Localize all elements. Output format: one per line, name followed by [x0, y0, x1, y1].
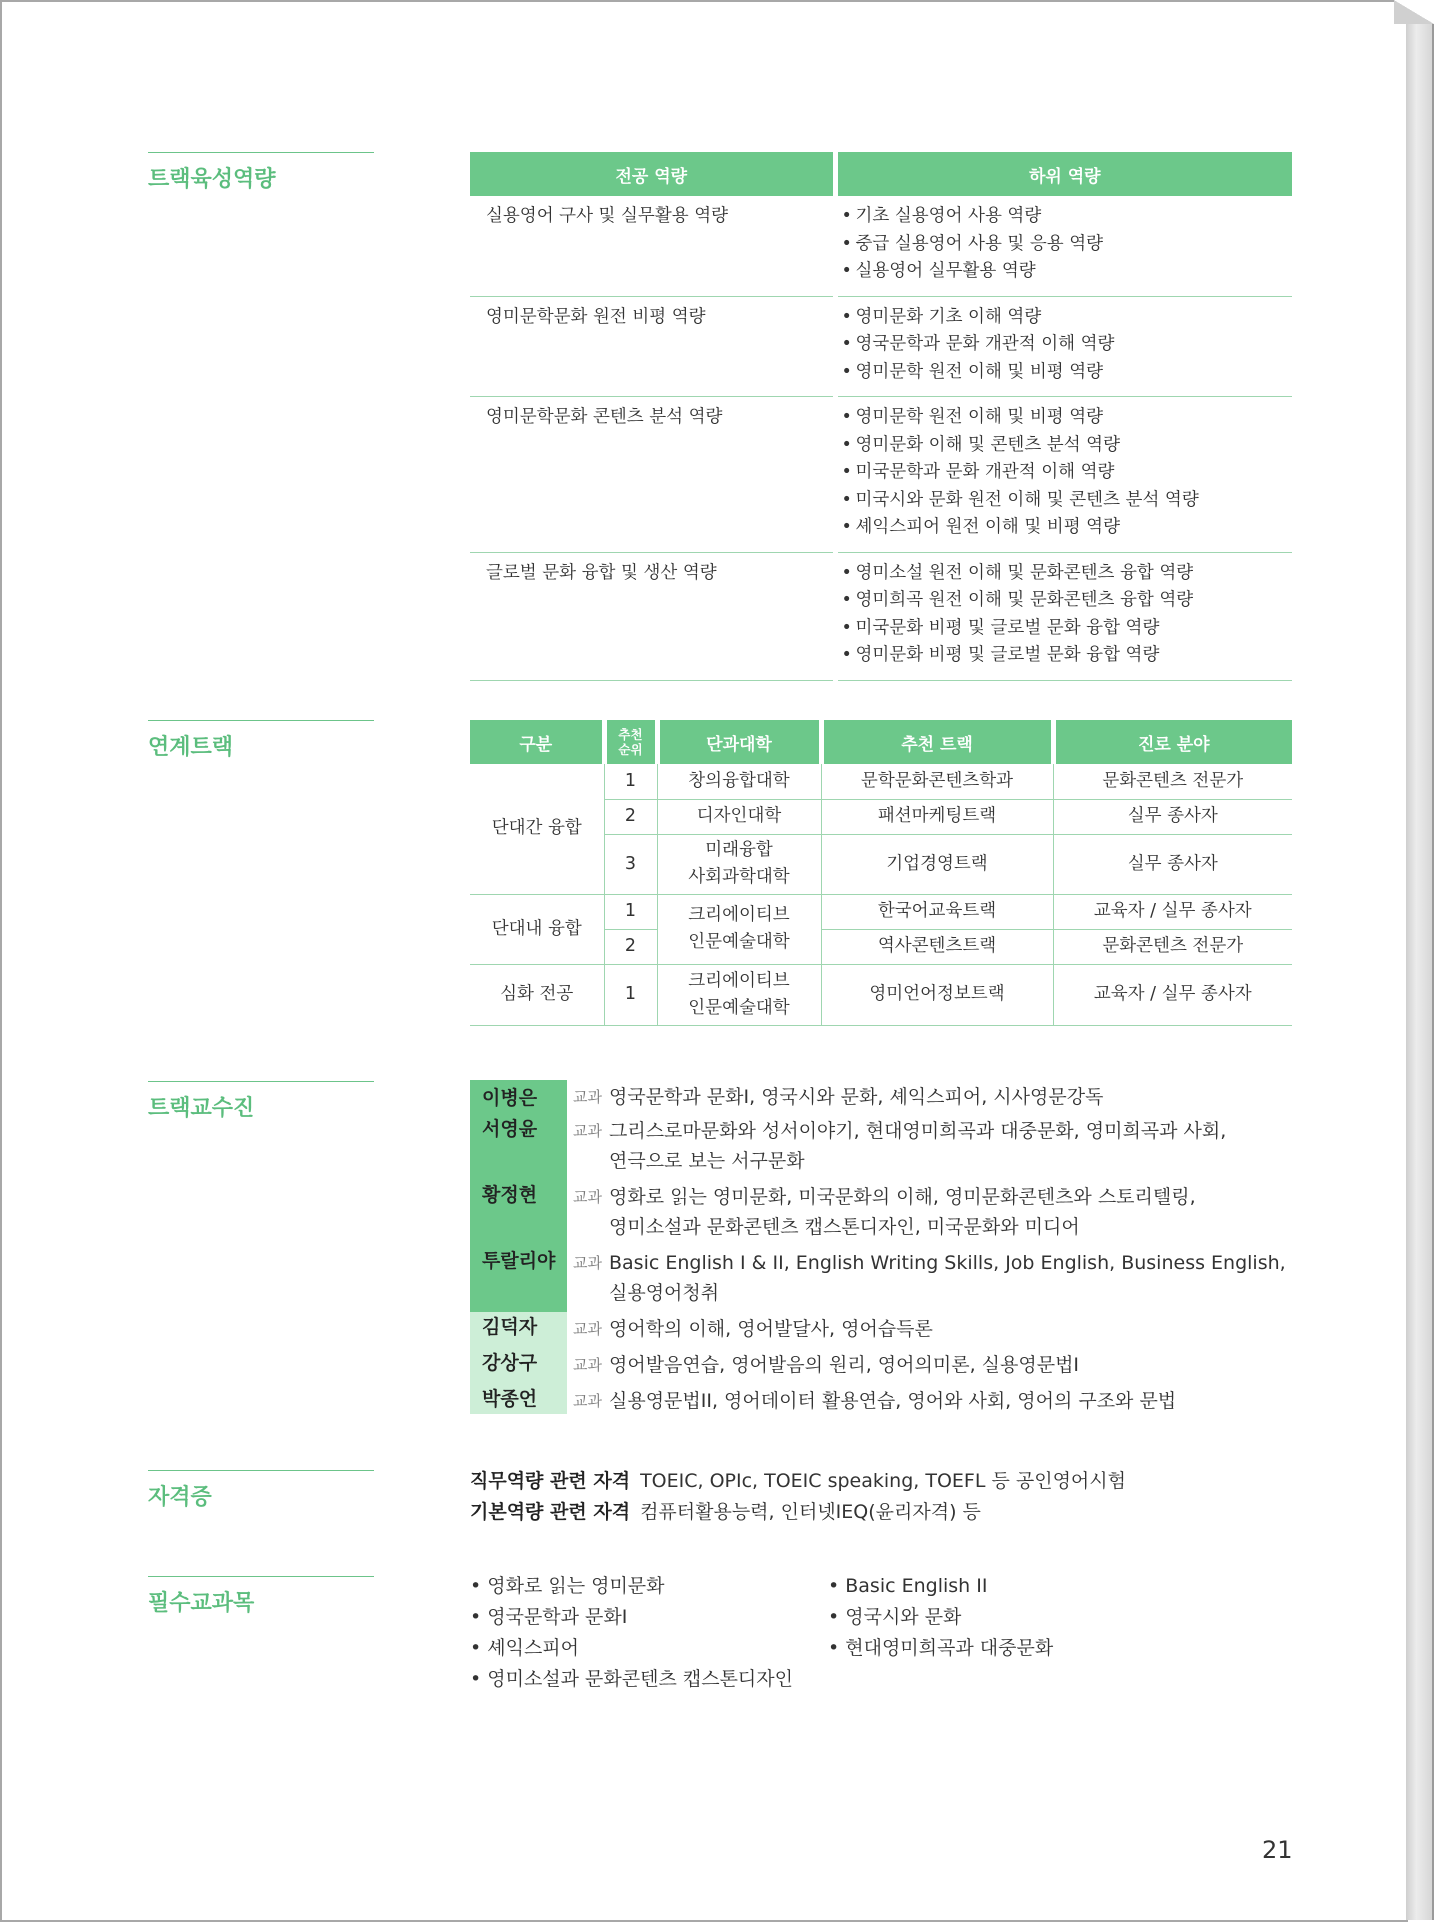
section-linked-track — [148, 720, 374, 761]
group-label: 단대내 융합 — [470, 894, 604, 964]
major-competency: 실용영어 구사 및 실무활용 역량 — [470, 196, 835, 296]
section-title-certificates: 자격증 — [148, 1485, 212, 1510]
list-item: • 영미문화 비평 및 글로벌 문화 융합 역량 — [838, 642, 1293, 670]
faculty-courses: 영어발음연습, 영어발음의 원리, 영어의미론, 실용영문법I — [609, 1354, 1080, 1376]
course-tag: 교과 — [573, 1188, 602, 1206]
certificate-label: 직무역량 관련 자격 — [470, 1470, 631, 1492]
header-sub-competency: 하위 역량 — [835, 152, 1292, 196]
header-track: 추천 트랙 — [821, 720, 1053, 764]
sub-competencies — [835, 397, 1292, 553]
list-item: • 중급 실용영어 사용 및 응용 역량 — [838, 231, 1293, 259]
college-cell: 창의융합대학 — [657, 764, 821, 799]
faculty-courses: Basic English I & II, English Writing Skills, Job English, Business English, 실용영어청취 — [609, 1252, 1286, 1304]
table-row — [470, 196, 1292, 296]
course-tag: 교과 — [573, 1356, 602, 1374]
certificate-value: 컴퓨터활용능력, 인터넷IEQ(윤리자격) 등 — [640, 1501, 981, 1523]
list-item: • 영국문학과 문화 개관적 이해 역량 — [838, 331, 1293, 359]
sub-competencies — [835, 552, 1292, 680]
faculty-row — [470, 1180, 1310, 1246]
list-item: • 미국시와 문화 원전 이해 및 콘텐츠 분석 역량 — [838, 487, 1293, 515]
course-tag: 교과 — [573, 1088, 602, 1106]
career-cell: 문화콘텐츠 전문가 — [1053, 929, 1292, 964]
list-item: • 영미문화 기초 이해 역량 — [838, 304, 1293, 332]
faculty-row — [470, 1080, 1310, 1114]
faculty-name: 투랄리야 — [470, 1246, 567, 1312]
faculty-name: 황정현 — [470, 1180, 567, 1246]
list-item: • Basic English II — [828, 1571, 1053, 1602]
faculty-courses: 그리스로마문화와 성서이야기, 현대영미희곡과 대중문화, 영미희곡과 사회, 연극으로 보는 서구문화 — [609, 1120, 1227, 1172]
header-major-competency: 전공 역량 — [470, 152, 835, 196]
faculty-name: 이병은 — [470, 1080, 567, 1114]
list-item: • 영미문학 원전 이해 및 비평 역량 — [838, 359, 1293, 387]
certificate-label: 기본역량 관련 자격 — [470, 1501, 631, 1523]
faculty-courses: 영화로 읽는 영미문화, 미국문화의 이해, 영미문화콘텐츠와 스토리텔링, 영미소설과 문화콘텐츠 캡스톤디자인, 미국문화와 미디어 — [609, 1186, 1196, 1238]
table-row — [470, 552, 1292, 680]
major-competency: 글로벌 문화 융합 및 생산 역량 — [470, 552, 835, 680]
certificate-value: TOEIC, OPIc, TOEIC speaking, TOEFL 등 공인영어시험 — [640, 1470, 1126, 1492]
certificates-list — [470, 1466, 1126, 1528]
section-title-competency: 트랙육성역량 — [148, 167, 276, 192]
section-title-faculty: 트랙교수진 — [148, 1096, 255, 1121]
rank-cell: 1 — [604, 964, 657, 1025]
section-certificates — [148, 1470, 374, 1511]
course-tag: 교과 — [573, 1122, 602, 1140]
faculty-name: 서영윤 — [470, 1114, 567, 1180]
group-label: 단대간 융합 — [470, 764, 604, 894]
section-title-linked-track: 연계트랙 — [148, 735, 234, 760]
table-row — [470, 397, 1292, 553]
faculty-row — [470, 1348, 1310, 1384]
required-courses-right — [828, 1571, 1053, 1664]
linked-header-row — [470, 720, 1292, 764]
list-item: • 영국문학과 문화I — [470, 1602, 793, 1633]
list-item: • 미국문화 비평 및 글로벌 문화 융합 역량 — [838, 615, 1293, 643]
college-cell: 크리에이티브 인문예술대학 — [657, 964, 821, 1025]
course-tag: 교과 — [573, 1254, 602, 1272]
rank-cell: 1 — [604, 894, 657, 929]
list-item: • 영미문화 이해 및 콘텐츠 분석 역량 — [838, 432, 1293, 460]
list-item: • 영미소설과 문화콘텐츠 캡스톤디자인 — [470, 1664, 793, 1695]
table-row — [470, 296, 1292, 397]
faculty-name: 강상구 — [470, 1348, 567, 1384]
track-cell: 영미언어정보트랙 — [821, 964, 1053, 1025]
list-item: • 실용영어 실무활용 역량 — [838, 258, 1293, 286]
sub-competencies — [835, 196, 1292, 296]
certificate-row — [470, 1497, 1126, 1528]
career-cell: 실무 종사자 — [1053, 799, 1292, 834]
major-competency: 영미문학문화 콘텐츠 분석 역량 — [470, 397, 835, 553]
certificate-row — [470, 1466, 1126, 1497]
header-college: 단과대학 — [657, 720, 821, 764]
faculty-courses: 영국문학과 문화I, 영국시와 문화, 셰익스피어, 시사영문강독 — [609, 1086, 1104, 1108]
major-competency: 영미문학문화 원전 비평 역량 — [470, 296, 835, 397]
section-competency — [148, 152, 374, 193]
header-rank: 추천 순위 — [604, 720, 657, 764]
college-cell: 미래융합 사회과학대학 — [657, 834, 821, 894]
list-item: • 영미문학 원전 이해 및 비평 역량 — [838, 404, 1293, 432]
group-label: 심화 전공 — [470, 964, 604, 1025]
page-edge — [1406, 6, 1434, 1920]
track-cell: 패션마케팅트랙 — [821, 799, 1053, 834]
list-item: • 영국시와 문화 — [828, 1602, 1053, 1633]
track-cell: 문학문화콘텐츠학과 — [821, 764, 1053, 799]
career-cell: 교육자 / 실무 종사자 — [1053, 964, 1292, 1025]
list-item: • 미국문학과 문화 개관적 이해 역량 — [838, 459, 1293, 487]
table-row — [470, 894, 1292, 929]
list-item: • 기초 실용영어 사용 역량 — [838, 203, 1293, 231]
required-courses-left — [470, 1571, 793, 1695]
career-cell: 문화콘텐츠 전문가 — [1053, 764, 1292, 799]
list-item: • 영화로 읽는 영미문화 — [470, 1571, 793, 1602]
career-cell: 교육자 / 실무 종사자 — [1053, 894, 1292, 929]
list-item: • 셰익스피어 — [470, 1633, 793, 1664]
faculty-name: 김덕자 — [470, 1312, 567, 1348]
track-cell: 역사콘텐츠트랙 — [821, 929, 1053, 964]
faculty-row — [470, 1384, 1310, 1418]
rank-cell: 2 — [604, 799, 657, 834]
course-tag: 교과 — [573, 1392, 602, 1410]
competency-table — [470, 152, 1292, 681]
faculty-name: 박종언 — [470, 1384, 567, 1414]
section-title-required: 필수교과목 — [148, 1591, 255, 1616]
table-row — [470, 764, 1292, 799]
table-row — [470, 964, 1292, 1025]
list-item: • 영미희곡 원전 이해 및 문화콘텐츠 융합 역량 — [838, 587, 1293, 615]
section-required — [148, 1576, 374, 1617]
sub-competencies — [835, 296, 1292, 397]
college-cell: 디자인대학 — [657, 799, 821, 834]
header-career: 진로 분야 — [1053, 720, 1292, 764]
faculty-row — [470, 1312, 1310, 1348]
rank-cell: 2 — [604, 929, 657, 964]
track-cell: 한국어교육트랙 — [821, 894, 1053, 929]
course-tag: 교과 — [573, 1320, 602, 1338]
faculty-courses: 영어학의 이해, 영어발달사, 영어습득론 — [609, 1318, 933, 1340]
list-item: • 현대영미희곡과 대중문화 — [828, 1633, 1053, 1664]
career-cell: 실무 종사자 — [1053, 834, 1292, 894]
header-category: 구분 — [470, 720, 604, 764]
faculty-row — [470, 1114, 1310, 1180]
list-item: • 셰익스피어 원전 이해 및 비평 역량 — [838, 514, 1293, 542]
faculty-courses: 실용영문법II, 영어데이터 활용연습, 영어와 사회, 영어의 구조와 문법 — [609, 1390, 1177, 1412]
page-corner — [1394, 0, 1434, 24]
linked-track-table — [470, 720, 1292, 1026]
track-cell: 기업경영트랙 — [821, 834, 1053, 894]
rank-cell: 3 — [604, 834, 657, 894]
competency-header-row — [470, 152, 1292, 196]
section-faculty — [148, 1081, 374, 1122]
faculty-list — [470, 1080, 1310, 1418]
college-cell: 크리에이티브 인문예술대학 — [657, 894, 821, 964]
rank-cell: 1 — [604, 764, 657, 799]
list-item: • 영미소설 원전 이해 및 문화콘텐츠 융합 역량 — [838, 560, 1293, 588]
page-number: 21 — [1262, 1836, 1293, 1864]
faculty-row — [470, 1246, 1310, 1312]
